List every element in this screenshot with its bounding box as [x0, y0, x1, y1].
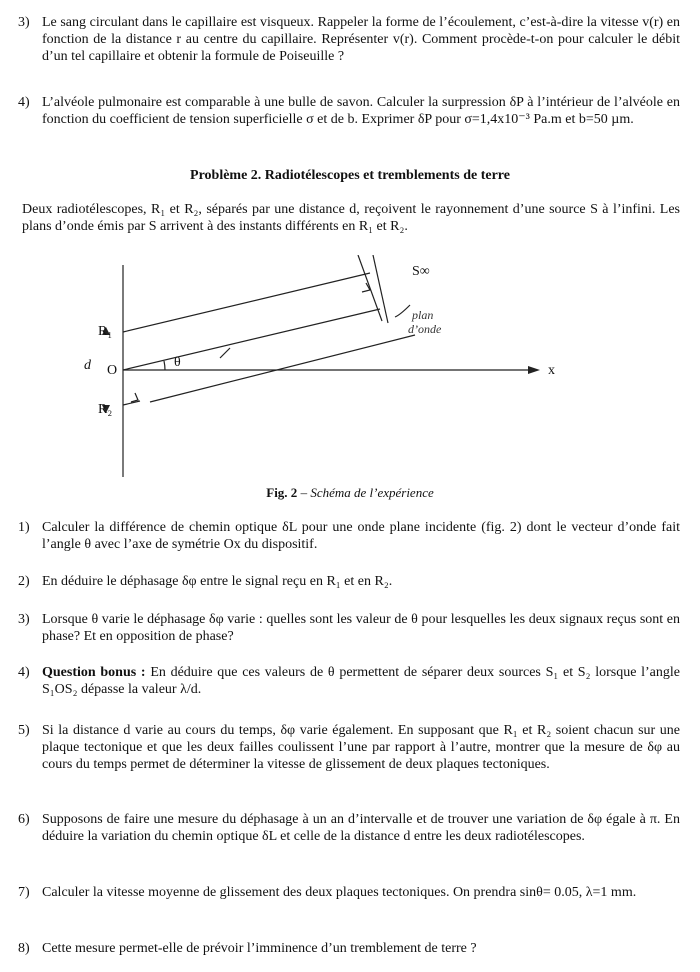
problem-intro: Deux radiotélescopes, R₁ et R₂, séparés par une distance d, reçoivent le rayonnement d’une source S à l’infini. Les plans d’onde émis par S arrivent à des instants différents en R₁ et R₂.	[22, 202, 680, 234]
note-plan: plan	[412, 308, 434, 322]
experiment-diagram	[70, 255, 630, 480]
question-4-bonus	[18, 664, 680, 698]
label-theta: θ	[174, 355, 181, 370]
perpendicular-mark	[220, 348, 230, 358]
question-number: 7)	[18, 885, 30, 900]
question-number: 4)	[18, 95, 30, 110]
label-r2: R₂	[98, 402, 113, 417]
label-o: O	[107, 363, 118, 378]
right-angle-mark-2	[131, 393, 138, 402]
question-text: Si la distance d varie au cours du temps, δφ varie également. En supposant que R₁ et R₂ soient chacun sur une plaque tectonique et que les deux failles coulissent l’une par rapport à l’autre, montrer que la mesure de δφ au cours du temps permet de déterminer la vitesse de glissement de deux plaques tectoniques.	[42, 723, 680, 772]
question-text: Calculer la différence de chemin optique δL pour une onde plane incidente (fig. 2) dont le vecteur d’onde fait l’angle θ avec l’axe de symétrie Ox du dispositif.	[42, 520, 680, 552]
note-onde: d’onde	[408, 322, 442, 336]
question-text: Lorsque θ varie le déphasage δφ varie : quelles sont les valeur de θ pour lesquelles les deux signaux reçus sont en phase? Et en opposition de phase?	[42, 612, 680, 644]
question-number: 4)	[18, 665, 30, 680]
question-number: 1)	[18, 520, 30, 535]
problem-title: Problème 2. Radiotélescopes et tremblements de terre	[190, 168, 510, 183]
label-x: x	[548, 363, 555, 378]
question-number: 3)	[18, 612, 30, 627]
question-text: Cette mesure permet-elle de prévoir l’imminence d’un tremblement de terre ?	[42, 941, 477, 956]
label-source: S∞	[412, 264, 430, 279]
question-number: 6)	[18, 812, 30, 827]
question-2	[18, 573, 680, 590]
label-r1: R₁	[98, 324, 113, 339]
question-text: Le sang circulant dans le capillaire est visqueux. Rappeler la forme de l’écoulement, c’est-à-dire la vitesse v(r) en fonction de la distance r au centre du capillaire. Représenter v(r). Comment procède-t-on pour calculer le débit d’un tel capillaire et obtenir la formule de Poiseuille ?	[42, 15, 680, 64]
question-4-alveole	[18, 94, 680, 128]
figure-caption	[0, 484, 700, 501]
question-number: 5)	[18, 723, 30, 738]
question-number: 2)	[18, 574, 30, 589]
incident-ray	[123, 309, 380, 370]
x-arrowhead	[528, 366, 540, 374]
question-text	[42, 664, 680, 698]
caption-label: Fig. 2	[266, 485, 298, 500]
wave-ray-lower	[150, 335, 415, 402]
caption-text: – Schéma de l’expérience	[297, 485, 434, 500]
question-8	[18, 940, 680, 957]
question-1	[18, 519, 680, 553]
bonus-label: Question bonus :	[42, 665, 146, 680]
question-text: En déduire le déphasage δφ entre le signal reçu en R₁ et en R₂.	[42, 574, 393, 589]
wavefront-plane-2	[373, 255, 388, 323]
question-5	[18, 722, 680, 773]
bonus-text: En déduire que ces valeurs de θ permettent de séparer deux sources S₁ et S₂ lorsque l’angle S₁OS₂ dépasse la valeur λ/d.	[42, 665, 680, 697]
question-6	[18, 811, 680, 845]
annotation-arrow	[395, 305, 410, 317]
label-d: d	[84, 358, 91, 373]
question-text: Calculer la vitesse moyenne de glissement des deux plaques tectoniques. On prendra sinθ= 0.05, λ=1 mm.	[42, 885, 637, 900]
question-7	[18, 884, 680, 901]
question-text: Supposons de faire une mesure du déphasage à un an d’intervalle et de trouver une variation de δφ égale à π. En déduire la variation du chemin optique δL et celle de la distance d entre les deux radiotélescopes.	[42, 812, 680, 844]
question-3-poiseuille	[18, 14, 680, 65]
question-3	[18, 611, 680, 645]
wave-ray-upper	[123, 273, 370, 332]
question-number: 3)	[18, 15, 30, 30]
question-text: L’alvéole pulmonaire est comparable à une bulle de savon. Calculer la surpression δP à l’intérieur de l’alvéole en fonction du coefficient de tension superficielle σ et de b. Exprimer δP pour σ=1,4x10⁻³ Pa.m et b=50 µm.	[42, 95, 680, 127]
question-number: 8)	[18, 941, 30, 956]
theta-arc	[164, 361, 165, 370]
